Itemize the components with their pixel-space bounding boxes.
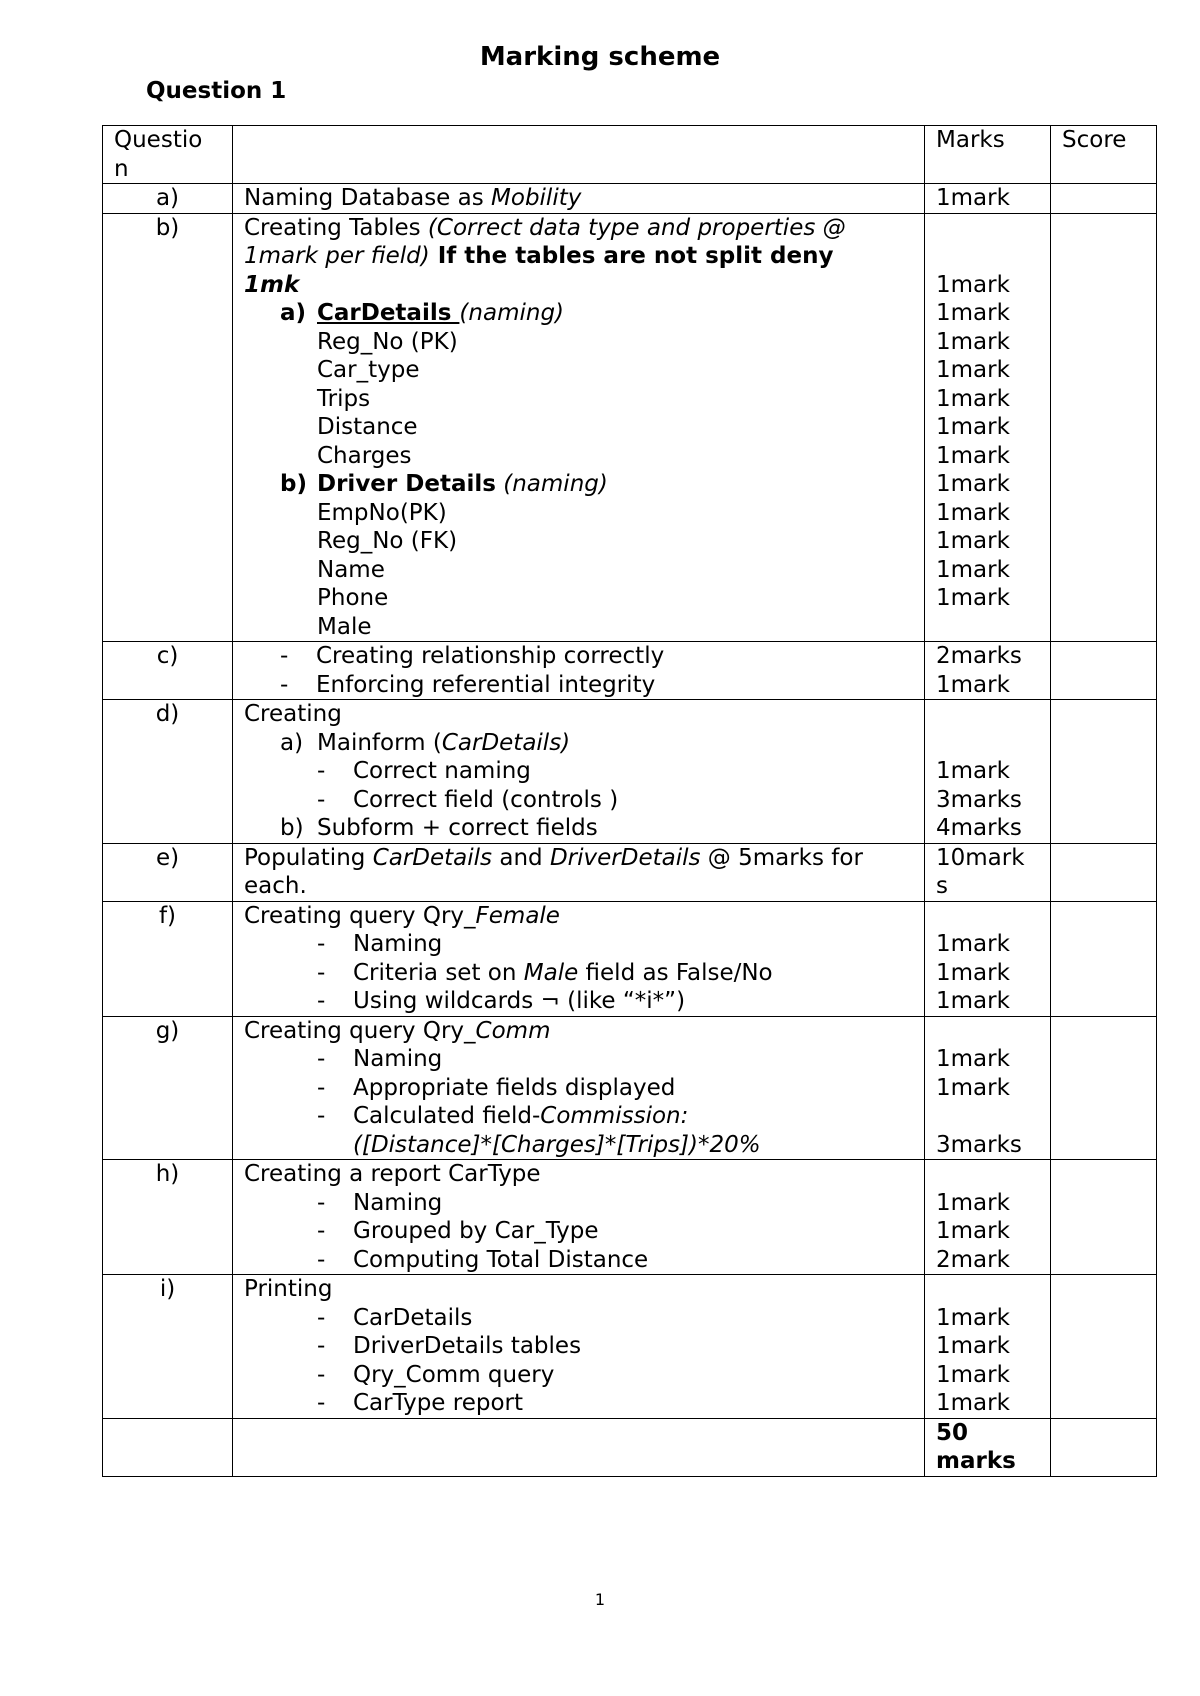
table-row bbox=[103, 184, 1157, 214]
header-score: Score bbox=[1051, 126, 1157, 184]
empty-cell bbox=[103, 1418, 233, 1476]
table-row bbox=[103, 642, 1157, 700]
row-description: Creating a report CarType - Naming - Grouped by Car_Type - Computing Total Distance bbox=[233, 1160, 925, 1275]
bullet-dash: - bbox=[317, 988, 326, 1014]
total-marks: 50 marks bbox=[925, 1418, 1051, 1476]
field-item: Distance bbox=[317, 414, 418, 440]
header-description bbox=[233, 126, 925, 184]
row-label: h) bbox=[103, 1160, 233, 1275]
row-marks: 2marks 1mark bbox=[925, 642, 1051, 700]
row-description: Naming Database as Mobility bbox=[233, 184, 925, 214]
score-cell bbox=[1051, 184, 1157, 214]
row-marks: 1mark 3marks 4marks bbox=[925, 700, 1051, 844]
field-item: Phone bbox=[317, 585, 389, 611]
page-title: Marking scheme bbox=[479, 42, 721, 72]
field-item: Male bbox=[317, 613, 372, 640]
score-cell bbox=[1051, 1016, 1157, 1160]
score-cell bbox=[1051, 700, 1157, 844]
row-marks: 1mark 1mark 1mark 1mark bbox=[925, 1275, 1051, 1419]
field-item: Reg_No (FK) bbox=[317, 528, 458, 554]
table-name-driverdetails: Driver Details bbox=[317, 471, 496, 497]
marking-table bbox=[102, 125, 1157, 1477]
row-marks: 1mark bbox=[925, 184, 1051, 214]
row-label: i) bbox=[103, 1275, 233, 1419]
row-marks: 1mark 1mark 1mark 1mark 1mark 1mark 1mark 1mark 1mark 1mark 1mark 1mark bbox=[925, 213, 1051, 642]
score-cell bbox=[1051, 843, 1157, 901]
field-item: Reg_No (PK) bbox=[317, 328, 458, 355]
row-label: a) bbox=[103, 184, 233, 214]
header-question: Questio n bbox=[103, 126, 233, 184]
score-cell bbox=[1051, 213, 1157, 642]
score-cell bbox=[1051, 1160, 1157, 1275]
field-item: Car_type bbox=[317, 357, 420, 383]
bullet-dash: - bbox=[317, 1390, 326, 1416]
table-row bbox=[103, 1160, 1157, 1275]
field-item: Name bbox=[317, 556, 385, 583]
bullet-dash: - bbox=[317, 1333, 326, 1359]
bullet-dash: - bbox=[317, 931, 326, 957]
table-row bbox=[103, 700, 1157, 844]
row-marks: 1mark 1mark 3marks bbox=[925, 1016, 1051, 1160]
row-label: e) bbox=[103, 843, 233, 901]
row-description: Printing - CarDetails - DriverDetails tables - Qry_Comm query - CarType report bbox=[233, 1275, 925, 1419]
row-description: Creating query Qry_Female - Naming - Criteria set on Male field as False/No - Using wildcards ¬ (like “*i*”) bbox=[233, 901, 925, 1016]
bullet-dash: - bbox=[317, 786, 326, 813]
table-header-row bbox=[103, 126, 1157, 184]
table-row bbox=[103, 1016, 1157, 1160]
row-marks: 1mark 1mark 2mark bbox=[925, 1160, 1051, 1275]
header-marks: Marks bbox=[925, 126, 1051, 184]
score-cell bbox=[1051, 642, 1157, 700]
empty-cell bbox=[233, 1418, 925, 1476]
bullet-dash: - bbox=[280, 671, 289, 698]
row-description: Creating Tables (Correct data type and properties @ 1mark per field) If the tables are not split deny 1mk a) CarDetails (naming) Reg_No (PK) Car_type Trips Distance Charges b) Driver Details (naming) EmpNo(PK) Reg_No (FK) Name Phone Male bbox=[233, 213, 925, 642]
row-label: g) bbox=[103, 1016, 233, 1160]
row-label: f) bbox=[103, 901, 233, 1016]
table-name-cardetails: CarDetails bbox=[317, 300, 460, 326]
row-label: c) bbox=[103, 642, 233, 700]
row-description: - Creating relationship correctly - Enforcing referential integrity bbox=[233, 642, 925, 700]
bullet-dash: - bbox=[317, 1304, 326, 1331]
row-marks: 10mark s bbox=[925, 843, 1051, 901]
bullet-dash: - bbox=[317, 1361, 326, 1388]
row-label: b) bbox=[103, 213, 233, 642]
bullet-dash: - bbox=[317, 758, 326, 784]
table-row bbox=[103, 901, 1157, 1016]
bullet-dash: - bbox=[317, 1189, 326, 1216]
bullet-dash: - bbox=[317, 959, 326, 986]
bullet-dash: - bbox=[280, 643, 289, 669]
total-row bbox=[103, 1418, 1157, 1476]
bullet-dash: - bbox=[317, 1246, 326, 1273]
row-marks: 1mark 1mark 1mark bbox=[925, 901, 1051, 1016]
question-heading: Question 1 bbox=[146, 78, 287, 104]
row-description: Populating CarDetails and DriverDetails @ 5marks for each. bbox=[233, 843, 925, 901]
page-number: 1 bbox=[594, 1590, 606, 1609]
field-item: Charges bbox=[317, 442, 412, 469]
field-item: Trips bbox=[317, 385, 371, 412]
score-cell bbox=[1051, 1275, 1157, 1419]
score-cell bbox=[1051, 901, 1157, 1016]
field-item: EmpNo(PK) bbox=[317, 499, 447, 526]
score-cell bbox=[1051, 1418, 1157, 1476]
bullet-dash: - bbox=[317, 1218, 326, 1244]
bullet-dash: - bbox=[317, 1074, 326, 1101]
bullet-dash: - bbox=[317, 1103, 326, 1129]
row-label: d) bbox=[103, 700, 233, 844]
row-description: Creating query Qry_Comm - Naming - Appropriate fields displayed - Calculated field-Commission: ([Distance]*[Charges]*[Trips])*20% bbox=[233, 1016, 925, 1160]
row-description: Creating a) Mainform (CarDetails) - Correct naming - Correct field (controls ) b) Subform + correct fields bbox=[233, 700, 925, 844]
table-row bbox=[103, 213, 1157, 642]
bullet-dash: - bbox=[317, 1046, 326, 1072]
table-row bbox=[103, 1275, 1157, 1419]
table-row bbox=[103, 843, 1157, 901]
